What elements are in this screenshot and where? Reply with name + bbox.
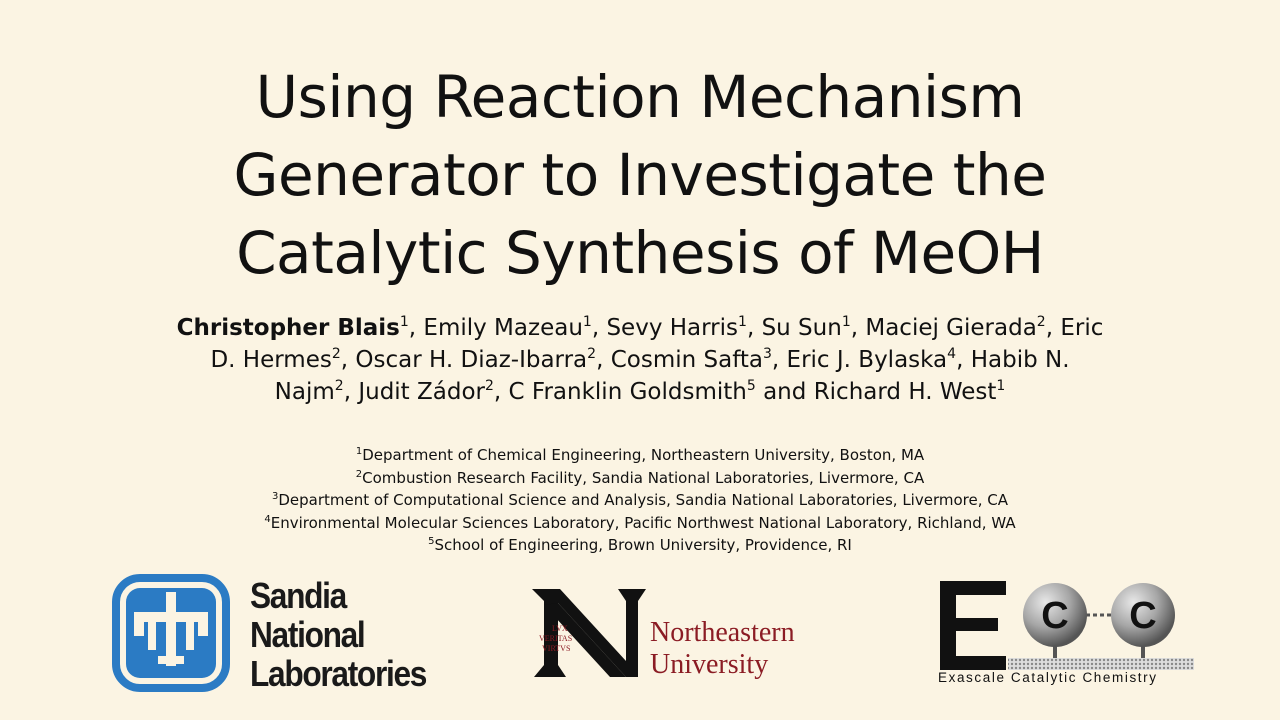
author-name: Cosmin Safta xyxy=(610,347,763,373)
author-affiliation-mark: 1 xyxy=(738,314,747,330)
affiliation-line xyxy=(0,444,1280,467)
seal-text: VERITAS xyxy=(539,634,573,643)
author-affiliation-mark: 1 xyxy=(582,314,592,330)
neu-word: Northeastern xyxy=(650,617,795,648)
author-affiliation-mark: 2 xyxy=(334,378,344,394)
author-affiliation-mark: 1 xyxy=(841,314,851,330)
author-affiliation-mark: 2 xyxy=(587,346,597,362)
affiliation-text: Department of Chemical Engineering, Northeastern University, Boston, MA xyxy=(362,446,925,464)
title-line: Generator to Investigate the xyxy=(233,141,1047,209)
affiliation-text: Environmental Molecular Sciences Laboratory, Pacific Northwest National Laboratory, Richland, WA xyxy=(270,513,1016,532)
title-line: Using Reaction Mechanism xyxy=(255,63,1025,131)
affiliation-text: School of Engineering, Brown University, Providence, RI xyxy=(434,536,852,554)
author-affiliation-mark: 1 xyxy=(996,378,1006,394)
northeastern-wordmark xyxy=(650,617,795,681)
author-name: Judit Zádor xyxy=(358,379,485,405)
affiliation-mark: 2 xyxy=(355,468,363,480)
ecc-caption: Exascale Catalytic Chemistry xyxy=(938,670,1158,685)
slide-title xyxy=(0,58,1280,292)
author-name: Emily Mazeau xyxy=(423,315,583,341)
author-affiliation-mark: 4 xyxy=(947,346,957,362)
ecc-letter: C xyxy=(1041,595,1069,637)
ecc-letter: C xyxy=(1129,595,1157,637)
author-name: Christopher Blais xyxy=(176,315,400,341)
affiliation-mark: 5 xyxy=(428,536,435,547)
affiliation-line xyxy=(0,534,1280,557)
northeastern-logo xyxy=(530,585,840,680)
author-name: Oscar H. Diaz-Ibarra xyxy=(355,347,588,373)
sandia-word: National xyxy=(250,614,365,655)
affiliation-mark: 4 xyxy=(264,513,271,525)
ecc-logo xyxy=(938,578,1198,690)
sandia-logo xyxy=(110,572,430,697)
author-name: Sevy Harris xyxy=(606,315,739,341)
neu-word: University xyxy=(650,649,769,680)
author-name: Habib N. Najm xyxy=(274,347,1070,405)
affiliation-text: Combustion Research Facility, Sandia National Laboratories, Livermore, CA xyxy=(362,468,925,487)
author-affiliation-mark: 2 xyxy=(331,346,341,362)
author-name: Su Sun xyxy=(761,315,842,341)
author-list: Christopher Blais$^1$, Emily Mazeau$^1$, Sevy Harris$^1$, Su Sun$^1$, Maciej Gierada$^2$, Eric D. Hermes$^2$, Oscar H. Diaz-Ibarra$^2$, Cosmin Safta$^3$, Eric J. Bylaska$^4$, Habib N. Najm$^2$, Judit Zádor$^2$, C Franklin Goldsmith$^5$ and Richard H. West$^1$ xyxy=(176,314,1104,405)
affiliation-list xyxy=(0,444,1280,557)
title-line: Catalytic Synthesis of MeOH xyxy=(236,219,1044,287)
sandia-thunderbird-icon xyxy=(112,574,230,692)
affiliation-mark: 3 xyxy=(272,491,279,502)
author-name: C Franklin Goldsmith xyxy=(508,379,747,405)
northeastern-n-icon xyxy=(530,585,650,680)
author-affiliation-mark: 2 xyxy=(485,378,494,394)
sandia-word: Laboratories xyxy=(250,653,427,694)
affiliation-line xyxy=(0,512,1280,535)
affiliation-text: Department of Computational Science and Analysis, Sandia National Laboratories, Livermore, CA xyxy=(278,491,1008,509)
author-name: Eric J. Bylaska xyxy=(786,347,948,373)
seal-text: LVX xyxy=(552,624,568,633)
affiliation-line xyxy=(0,467,1280,490)
affiliation-mark: 1 xyxy=(355,446,363,457)
author-name: Eric D. Hermes xyxy=(210,315,1104,373)
author-affiliation-mark: 3 xyxy=(763,346,772,362)
affiliation-line xyxy=(0,489,1280,512)
author-affiliation-mark: 1 xyxy=(399,314,409,330)
sandia-word: Sandia xyxy=(250,575,346,616)
author-affiliation-mark: 2 xyxy=(1036,314,1046,330)
sandia-wordmark xyxy=(250,576,426,693)
ecc-mark-icon xyxy=(938,578,1198,673)
author-name: Richard H. West xyxy=(813,379,997,405)
seal-text: VIRTVS xyxy=(542,644,571,653)
author-name: Maciej Gierada xyxy=(865,315,1037,341)
author-affiliation-mark: 5 xyxy=(746,378,756,394)
